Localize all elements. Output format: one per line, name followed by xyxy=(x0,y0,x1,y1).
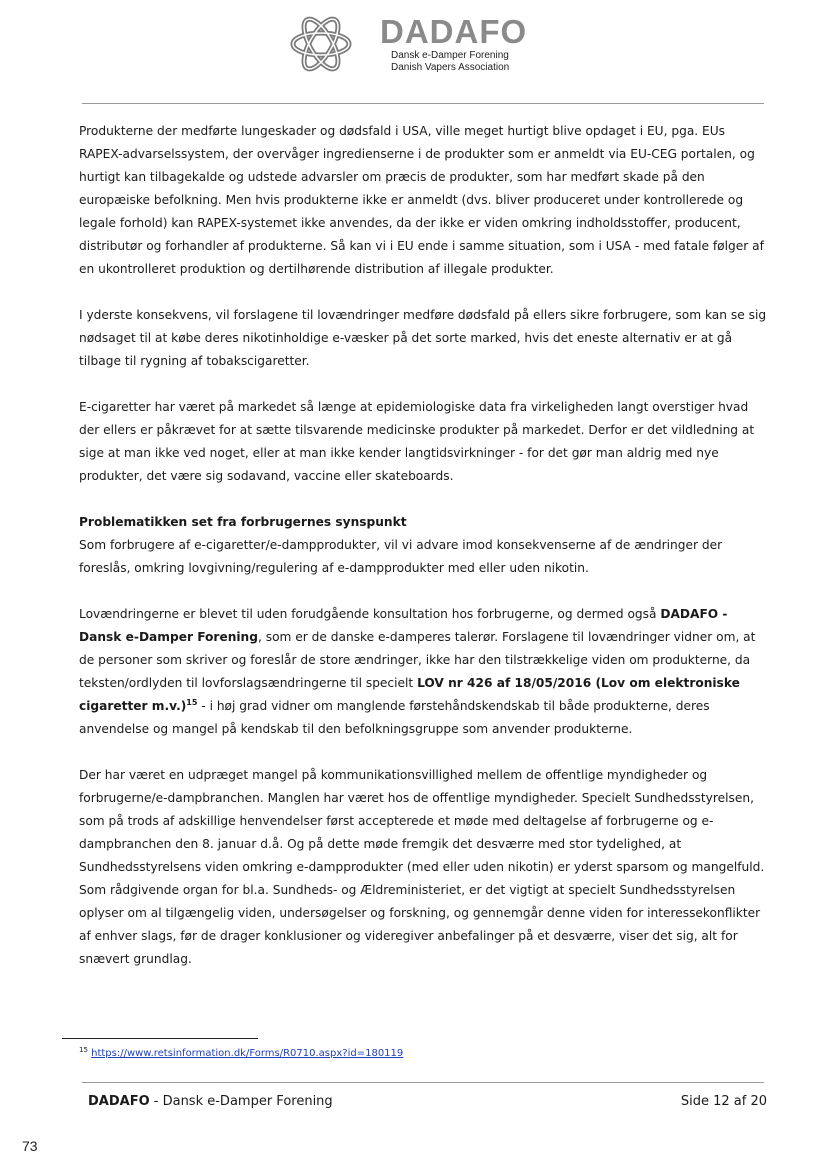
footer-divider xyxy=(82,1082,764,1083)
logo-title: DADAFO xyxy=(380,13,528,50)
paragraph-2: I yderste konsekvens, vil forslagene til lovændringer medføre dødsfald på ellers sikre forbrugere, som kan se sig nødsaget til at købe deres nikotinholdige e-væsker på det sorte marked, hvis det eneste alternativ er at gå tilbage til rygning af tobakscigaretter. xyxy=(79,308,767,368)
paragraph-5-text-b: , som er de danske e-damperes talerør. Forslagene til lovændringer vidner om, at de personer som skriver og foreslår de store ændringer, ikke har den tilstrækkelige viden om produkterne, da teksten/ordlyden til lovforslagsændringerne til specielt xyxy=(79,630,756,690)
paragraph-5-text-c: - i høj grad vidner om manglende førstehåndskendskab til både produkterne, deres anvendelse og mangel på kendskab til den befolkningsgruppe som anvender produkterne. xyxy=(79,699,710,736)
footer-org-rest: - Dansk e-Damper Forening xyxy=(149,1094,333,1109)
footnote-number: 15 xyxy=(79,1046,88,1054)
footer-page-indicator: Side 12 af 20 xyxy=(680,1094,767,1109)
header-divider xyxy=(82,103,764,104)
footer-org-bold: DADAFO xyxy=(88,1094,150,1109)
footer-organization xyxy=(88,1094,333,1109)
paragraph-4: Som forbrugere af e-cigaretter/e-dampprodukter, vil vi advare imod konsekvenserne af de ændringer der foreslås, omkring lovgivning/regulering af e-dampprodukter med eller uden nikotin. xyxy=(79,538,723,575)
footnote-divider xyxy=(62,1038,258,1039)
law-reference-bold: LOV nr 426 af 18/05/2016 (Lov om elektroniske cigaretter m.v.) xyxy=(79,676,740,713)
logo-subtitle-english: Danish Vapers Association xyxy=(391,62,510,73)
footnote-ref[interactable]: 15 xyxy=(186,698,198,707)
paragraph-3: E-cigaretter har været på markedet så længe at epidemiologiske data fra virkeligheden langt overstiger hvad der ellers er påkrævet for at sætte tilsvarende medicinske produkter på markedet. Derfor er det vildledning at sige at man ikke ved noget, eller at man ikke kender langtidsvirkninger - for det gør man aldrig med nye produkter, det være sig sodavand, vaccine eller skateboards. xyxy=(79,400,755,483)
paragraph-5-text-a: Lovændringerne er blevet til uden forudgående konsultation hos forbrugerne, og dermed også xyxy=(79,607,661,621)
document-body xyxy=(79,120,771,994)
section-heading: Problematikken set fra forbrugernes synspunkt xyxy=(79,515,407,529)
org-name-bold: DADAFO - Dansk e-Damper Forening xyxy=(79,607,728,644)
atom-logo-icon xyxy=(288,12,354,76)
paragraph-1: Produkterne der medførte lungeskader og dødsfald i USA, ville meget hurtigt blive opdaget i EU, pga. EUs RAPEX-advarselssystem, der overvåger ingredienserne i de produkter som er anmeldt via EU-CEG portalen, og hurtigt kan tilbagekalde og udstede advarsler om præcis de produkter, som har medført skade på den europæiske befolkning. Men hvis produkterne ikke er anmeldt (dvs. bliver produceret under kontrollerede og legale forhold) kan RAPEX-systemet ikke anvendes, da der ikke er viden omkring indholdsstoffer, producent, distributør og forhandler af produkterne. Så kan vi i EU ende i samme situation, som i USA - med fatale følger af en ukontrolleret produktion og dertilhørende distribution af illegale produkter. xyxy=(79,124,764,276)
footnote xyxy=(79,1046,403,1059)
logo-subtitle-danish: Dansk e-Damper Forening xyxy=(391,50,509,61)
header-logo xyxy=(288,12,528,76)
paragraph-6: Der har været en udpræget mangel på kommunikationsvillighed mellem de offentlige myndigheder og forbrugerne/e-dampbranchen. Manglen har været hos de offentlige myndigheder. Specielt Sundhedsstyrelsen, som på trods af adskillige henvendelser først accepterede et møde med deltagelse af forbrugerne og e-dampbranchen den 8. januar d.å. Og på dette møde fremgik det desværre med stor tydelighed, at Sundhedsstyrelsens viden omkring e-dampprodukter (med eller uden nikotin) er yderst sparsom og mangelfuld. Som rådgivende organ for bl.a. Sundheds- og Ældreministeriet, er det vigtigt at specielt Sundhedsstyrelsen oplyser om al tilgængelig viden, undersøgelser og forskning, og gennemgår denne viden for interessekonflikter af enhver slags, før de drager konklusioner og videregiver anbefalinger på et desværre, viser det sig, alt for snævert grundlag. xyxy=(79,768,765,966)
paragraph-5 xyxy=(79,603,771,741)
logo-subtitle xyxy=(391,50,509,74)
page-number: 73 xyxy=(22,1138,38,1154)
footnote-link[interactable]: https://www.retsinformation.dk/Forms/R0710.aspx?id=180119 xyxy=(91,1048,404,1059)
